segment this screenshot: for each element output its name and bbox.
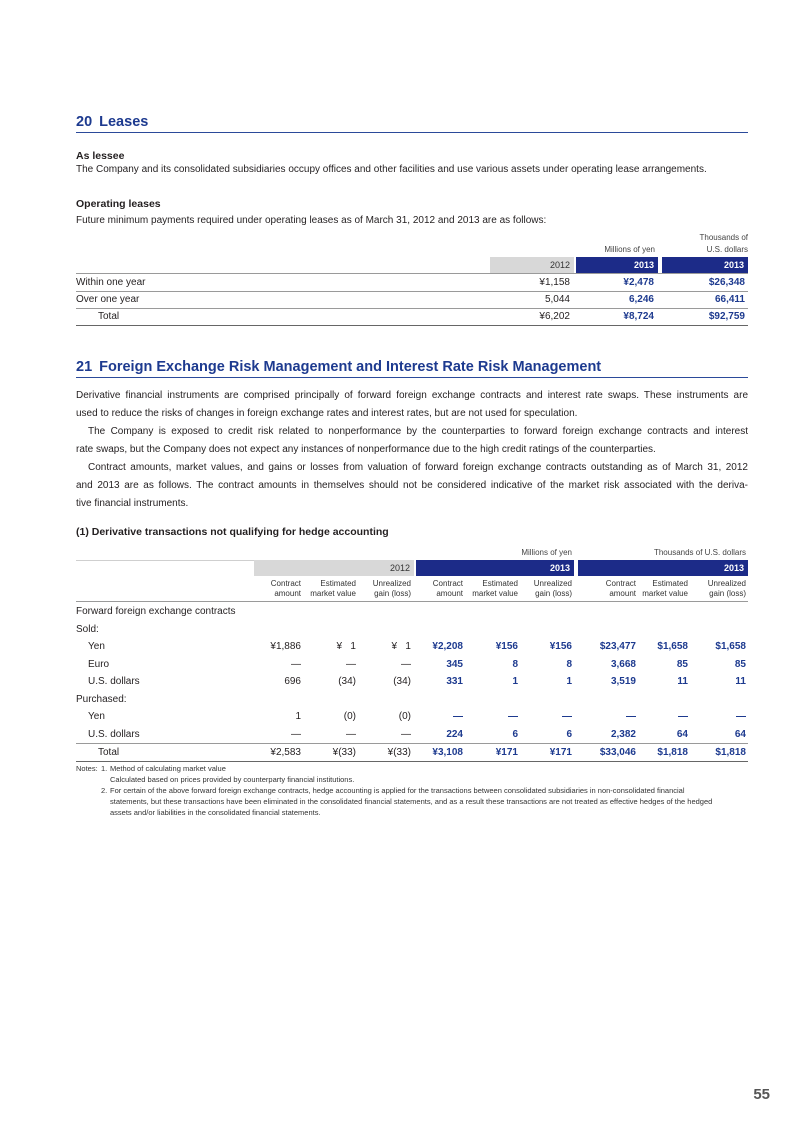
cell: 85 bbox=[676, 658, 688, 670]
cell: 696 bbox=[284, 676, 301, 687]
derivatives-table bbox=[76, 543, 748, 763]
value-2013-usd: $92,759 bbox=[708, 311, 745, 322]
cell: — bbox=[562, 711, 572, 722]
cell: ¥(33) bbox=[332, 746, 356, 758]
section-number: 21 bbox=[76, 359, 93, 375]
section-number: 20 bbox=[76, 114, 93, 130]
paragraph-line: tive financial instruments. bbox=[76, 498, 189, 509]
cell: ¥3,108 bbox=[432, 746, 463, 758]
cell: ¥156 bbox=[549, 641, 572, 652]
row-label: Sold: bbox=[76, 623, 99, 635]
cell: ¥2,583 bbox=[270, 746, 301, 758]
cell: 3,668 bbox=[610, 658, 636, 670]
column-head: Unrealized gain (loss) bbox=[533, 579, 572, 598]
table-total-row bbox=[76, 309, 748, 325]
column-head: Contract amount bbox=[605, 579, 636, 598]
cell: 6 bbox=[512, 728, 518, 740]
column-head: Unrealized gain (loss) bbox=[707, 579, 746, 598]
table-rule bbox=[76, 560, 254, 561]
cell: — bbox=[291, 658, 301, 670]
cell: — bbox=[346, 658, 356, 670]
note-title: Method of calculating market value bbox=[110, 764, 226, 773]
cell: $1,658 bbox=[657, 641, 688, 652]
cell: (34) bbox=[338, 676, 356, 687]
value-2013-yen: ¥8,724 bbox=[623, 311, 654, 322]
cell: — bbox=[346, 728, 356, 740]
cell: ¥ 1 bbox=[391, 641, 411, 652]
cell: 345 bbox=[446, 658, 463, 670]
lease-table bbox=[76, 230, 748, 326]
section-20-heading bbox=[76, 113, 148, 131]
note-text: For certain of the above forward foreign exchange contracts, hedge accounting is applied for the transactions between consolidated subsidiaries in non-consolidated financial statements, but these transactions have been eliminated in the consolidated financial statements, and as a result these transactions are not treated as effective hedges of the hedged assets and/or liabilities in the consolidated financial statements. bbox=[110, 786, 713, 817]
cell: — bbox=[401, 658, 411, 670]
table-row bbox=[76, 673, 748, 691]
cell: ¥2,208 bbox=[432, 641, 463, 652]
cell: — bbox=[291, 728, 301, 740]
table-row bbox=[76, 275, 748, 291]
section-title: Leases bbox=[99, 114, 149, 130]
unit-usd: Thousands of U.S. dollars bbox=[653, 548, 746, 557]
row-label: Purchased: bbox=[76, 693, 127, 705]
cell: (0) bbox=[343, 711, 356, 722]
unit-usd-line1: Thousands of bbox=[699, 233, 748, 242]
column-head: Estimated market value bbox=[472, 579, 518, 598]
paragraph-line: and 2013 are as follows. The contract amounts in themselves should not be considered indicative of the market risk associated with the deriva- bbox=[76, 480, 748, 491]
table-group-row bbox=[76, 603, 748, 621]
table-rule bbox=[76, 761, 748, 762]
paragraph-line: The Company is exposed to credit risk related to nonperformance by the counterparties to forward foreign exchange contracts and interest bbox=[88, 426, 748, 437]
cell: — bbox=[626, 711, 636, 722]
row-label: Over one year bbox=[76, 294, 140, 305]
value-2013-yen: ¥2,478 bbox=[623, 277, 654, 288]
row-label: Total bbox=[98, 311, 120, 322]
table-row bbox=[76, 726, 748, 744]
cell: 3,519 bbox=[610, 676, 636, 687]
unit-usd-line2: U.S. dollars bbox=[706, 245, 748, 254]
notes-label: Notes: bbox=[76, 764, 98, 773]
value-2012: 5,044 bbox=[544, 294, 570, 305]
cell: 11 bbox=[677, 676, 688, 687]
note-number: 1. bbox=[101, 764, 108, 773]
cell: — bbox=[453, 711, 463, 722]
paragraph-line: rate swaps, but the Company does not expect any instances of nonperformance due to the high credit ratings of the counterparties. bbox=[76, 444, 656, 455]
operating-leases-text: Future minimum payments required under operating leases as of March 31, 2012 and 2013 are as follows: bbox=[76, 215, 547, 226]
cell: (34) bbox=[393, 676, 411, 687]
table-total-row bbox=[76, 744, 748, 762]
table-rule bbox=[76, 601, 748, 602]
lessee-heading: As lessee bbox=[76, 150, 125, 162]
section-divider bbox=[76, 377, 748, 378]
cell: — bbox=[401, 728, 411, 740]
note-1-text: Calculated based on prices provided by counterparty financial institutions. bbox=[110, 775, 355, 784]
table-group-row bbox=[76, 691, 748, 709]
year-header-2012: 2012 bbox=[254, 560, 414, 576]
column-head: Estimated market value bbox=[310, 579, 356, 598]
value-2013-usd: 66,411 bbox=[714, 294, 745, 305]
table-rule bbox=[76, 325, 748, 326]
value-2013-usd: $26,348 bbox=[708, 277, 745, 288]
row-label: U.S. dollars bbox=[88, 728, 140, 740]
cell: $33,046 bbox=[599, 746, 636, 758]
row-label: Yen bbox=[88, 641, 105, 652]
table-rule bbox=[76, 273, 748, 274]
cell: 1 bbox=[295, 711, 301, 722]
year-header-2013-yen: 2013 bbox=[416, 560, 574, 576]
cell: ¥(33) bbox=[387, 746, 411, 758]
row-label: Euro bbox=[88, 658, 110, 670]
cell: ¥1,886 bbox=[270, 641, 301, 652]
column-head: Contract amount bbox=[432, 579, 463, 598]
section-21-body bbox=[76, 387, 748, 513]
paragraph-line: Derivative financial instruments are comprised principally of forward foreign exchange contracts and interest rate swaps. These instruments are bbox=[76, 390, 748, 401]
row-label: Within one year bbox=[76, 277, 146, 288]
row-label: Forward foreign exchange contracts bbox=[76, 606, 236, 617]
table-row bbox=[76, 656, 748, 674]
cell: 224 bbox=[446, 728, 463, 740]
column-head: Contract amount bbox=[270, 579, 301, 598]
derivatives-subheading: (1) Derivative transactions not qualifying for hedge accounting bbox=[76, 526, 389, 538]
note-2 bbox=[76, 785, 748, 818]
year-header-2012: 2012 bbox=[490, 257, 574, 273]
cell: 64 bbox=[734, 728, 746, 740]
cell: 11 bbox=[735, 676, 746, 687]
cell: 8 bbox=[566, 658, 572, 670]
section-21-heading bbox=[76, 358, 601, 376]
note-1 bbox=[76, 763, 748, 774]
cell: ¥171 bbox=[495, 746, 518, 758]
value-2012: ¥1,158 bbox=[539, 277, 570, 288]
cell: ¥ 1 bbox=[336, 641, 356, 652]
cell: 6 bbox=[566, 728, 572, 740]
year-header-2013-usd: 2013 bbox=[578, 560, 748, 576]
row-label: Yen bbox=[88, 711, 105, 722]
cell: 331 bbox=[446, 676, 463, 687]
table-row bbox=[76, 708, 748, 726]
cell: — bbox=[508, 711, 518, 722]
note-number: 2. bbox=[101, 786, 108, 795]
cell: 64 bbox=[676, 728, 688, 740]
row-label: U.S. dollars bbox=[88, 676, 140, 687]
cell: $1,658 bbox=[715, 641, 746, 652]
year-header-2013-usd: 2013 bbox=[662, 257, 748, 273]
cell: — bbox=[678, 711, 688, 722]
cell: — bbox=[736, 711, 746, 722]
cell: 1 bbox=[566, 676, 572, 687]
unit-yen: Millions of yen bbox=[604, 245, 655, 254]
column-head: Estimated market value bbox=[642, 579, 688, 598]
table-row bbox=[76, 638, 748, 656]
unit-yen: Millions of yen bbox=[521, 548, 572, 557]
lessee-text: The Company and its consolidated subsidiaries occupy offices and other facilities and use various assets under operating lease arrangements. bbox=[76, 164, 707, 175]
paragraph-line: Contract amounts, market values, and gains or losses from valuation of forward foreign exchange contracts outstanding as of March 31, 2012 bbox=[88, 462, 748, 473]
table-row bbox=[76, 292, 748, 308]
paragraph-line: used to reduce the risks of changes in foreign exchange rates and interest rates, but are not used for speculation. bbox=[76, 408, 578, 419]
section-title: Foreign Exchange Risk Management and Interest Rate Risk Management bbox=[99, 359, 602, 375]
operating-leases-heading: Operating leases bbox=[76, 198, 161, 210]
cell: $1,818 bbox=[715, 746, 746, 758]
section-divider bbox=[76, 132, 748, 133]
page-number: 55 bbox=[753, 1086, 770, 1103]
value-2013-yen: 6,246 bbox=[628, 294, 654, 305]
table-group-row bbox=[76, 621, 748, 639]
value-2012: ¥6,202 bbox=[539, 311, 570, 322]
year-header-2013-yen: 2013 bbox=[576, 257, 658, 273]
notes bbox=[76, 763, 748, 818]
cell: $23,477 bbox=[599, 641, 636, 652]
cell: 1 bbox=[512, 676, 518, 687]
cell: (0) bbox=[398, 711, 411, 722]
row-label: Total bbox=[98, 746, 120, 758]
cell: 2,382 bbox=[610, 728, 636, 740]
cell: 8 bbox=[512, 658, 518, 670]
cell: ¥171 bbox=[549, 746, 572, 758]
cell: 85 bbox=[734, 658, 746, 670]
cell: ¥156 bbox=[495, 641, 518, 652]
cell: $1,818 bbox=[657, 746, 688, 758]
column-head: Unrealized gain (loss) bbox=[372, 579, 411, 598]
